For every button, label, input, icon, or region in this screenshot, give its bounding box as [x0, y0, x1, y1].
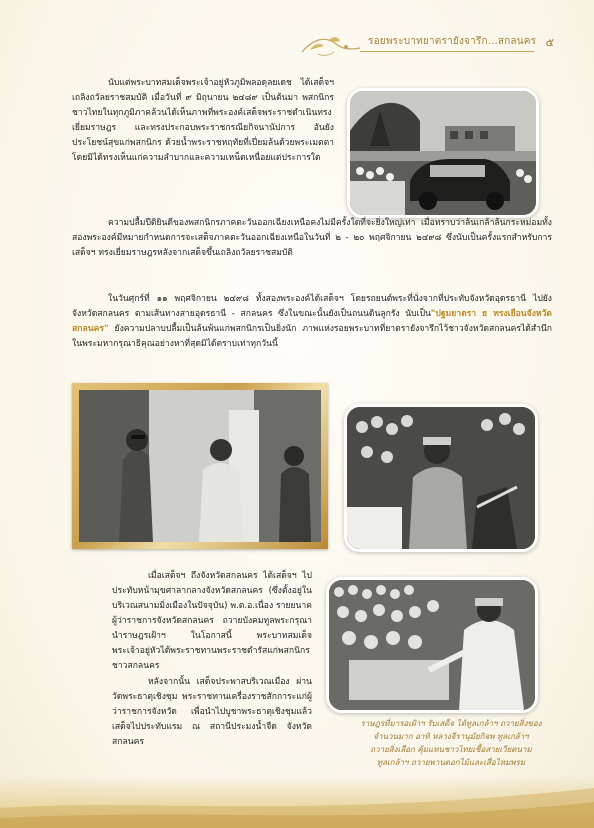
- header-rule: [360, 51, 534, 52]
- photo-royal-couple: [79, 390, 321, 542]
- paragraph-4-text: เมื่อเสด็จฯ ถึงจังหวัดสกลนคร ได้เสด็จฯ ไปประทับหน้ามุขศาลากลางจังหวัดสกลนคร (ซึ่งตั้งอยู่ในบริเวณสนามมิ่งเมืองในปัจจุบัน) พ.ต.อ.เนื่อง รายยนาค ผู้ว่าราชการจังหวัดสกลนคร ถวายบังคมทูลพระกรุณานำราษฎรเฝ้าฯ ในโอกาสนี้ พระบาทสมเด็จพระเจ้าอยู่หัวได้พระราชทานพระราชดำรัสแก่พสกนิกรชาวสกลนคร: [112, 571, 312, 671]
- paragraph-3-text: [72, 292, 552, 352]
- flourish-ornament-icon: [300, 32, 370, 58]
- photo-caption: [326, 717, 576, 769]
- caption-line-1: ราษฎรที่มารอเฝ้าฯ รับเสด็จ ได้ทูลเกล้าฯ ถวายสิ่งของ: [360, 719, 542, 728]
- photo-king-with-crowd: [344, 404, 538, 552]
- paragraph-1-text: นับแต่พระบาทสมเด็จพระเจ้าอยู่หัวภูมิพลอดุลยเดช ได้เสด็จฯ เถลิงถวัลยราชสมบัติ เมื่อวันที่ ๙ มิถุนายน ๒๔๘๙ เป็นต้นมา พสกนิกรชาวไทยในทุกภูมิภาคล้วนได้เห็นภาพที่พระองค์เสด็จพระราชดำเนินทรงเยี่ยมราษฎร และทรงประกอบพระราชกรณียกิจนานัปการ อันยังประโยชน์สุขแก่พสกนิกร ด้วยน้ำพระราชหฤทัยที่เปี่ยมล้นด้วยพระเมตตา โดยมิได้ทรงเห็นแก่ความลำบากและความเหน็ดเหนื่อยแต่ประการใด: [72, 78, 334, 163]
- photo-frame-royal-couple: [72, 383, 328, 549]
- paragraph-1: [72, 76, 334, 166]
- caption-line-4: ทูลเกล้าฯ ถวายพานดอกไม้และเสื่อไหมพรม: [376, 758, 526, 767]
- paragraph-3-tail: ยังความปลาบปลื้มเป็นล้นพ้นแก่พสกนิกรเป็นยิ่งนัก ภาพแห่งรอยพระบาทที่ยาตรายังจารึกไว้ชาวจังหวัดสกลนครได้สำนึกในพระมหากรุณาธิคุณอย่างหาที่สุดมิได้ตราบเท่าทุกวันนี้: [72, 324, 552, 349]
- paragraph-2: [72, 216, 552, 261]
- page-number: ๕: [545, 36, 554, 49]
- paragraph-4: [112, 569, 312, 674]
- photo-royal-car-crowd: [347, 88, 539, 218]
- photo-offerings: [326, 577, 538, 713]
- caption-line-3: ถวายสิ่งเลือก คุ้มแทนชาวไทยเชื้อสายเวียดนาม: [370, 745, 532, 754]
- paragraph-2-text: ความปลื้มปีติยินดีของพสกนิกรภาคตะวันออกเฉียงเหนือคงไม่มีครั้งใดที่จะยิ่งใหญ่เท่า เมื่อทราบว่าล้นเกล้าล้นกระหม่อมทั้งสองพระองค์มีหมายกำหนดการจะเสด็จภาคตะวันออกเฉียงเหนือในวันที่ ๒ - ๒๐ พฤศจิกายน ๒๔๙๘ ซึ่งนับเป็นครั้งแรกสำหรับการเสด็จฯ ทรงเยี่ยมราษฎรหลังจากเสด็จขึ้นเถลิงถวัลยราชสมบัติ: [72, 218, 552, 258]
- header-title: รอยพระบาทยาตรายังจารึก...สกลนคร: [368, 36, 537, 47]
- paragraph-3: [72, 292, 552, 352]
- page-header: [300, 30, 554, 60]
- footer-swoosh-ornament: [0, 768, 594, 828]
- paragraph-5: [112, 675, 312, 750]
- caption-line-2: จำนวนมาก อาทิ หลวงจีรานุมัยกิจพ ทูลเกล้าฯ: [373, 732, 529, 741]
- paragraph-3-highlight: "ปฐมยาตรา ธ ทรงเยือนจังหวัดสกลนคร": [72, 309, 552, 334]
- paragraph-5-text: หลังจากนั้น เสด็จประพาสบริเวณเมือง ผ่านวัดพระธาตุเชิงชุม พระราชทานเครื่องราชสักการะแก่ผู้ว่าราชการจังหวัด เพื่อนำไปบูชาพระธาตุเชิงชุมแล้วเสด็จไปประทับแรม ณ สถานีประมงน้ำจืด จังหวัดสกลนคร: [112, 677, 312, 747]
- paragraph-3-lead: ในวันศุกร์ที่ ๑๑ พฤศจิกายน ๒๔๙๘ ทั้งสองพระองค์ได้เสด็จฯ โดยรถยนต์พระที่นั่งจากที่ประทับจังหวัดอุดรธานี ไปยังจังหวัดสกลนคร ตามเส้นทางสายอุดรธานี - สกลนคร ซึ่งในขณะนั้นยังเป็นถนนดินลูกรัง นับเป็น: [72, 294, 552, 319]
